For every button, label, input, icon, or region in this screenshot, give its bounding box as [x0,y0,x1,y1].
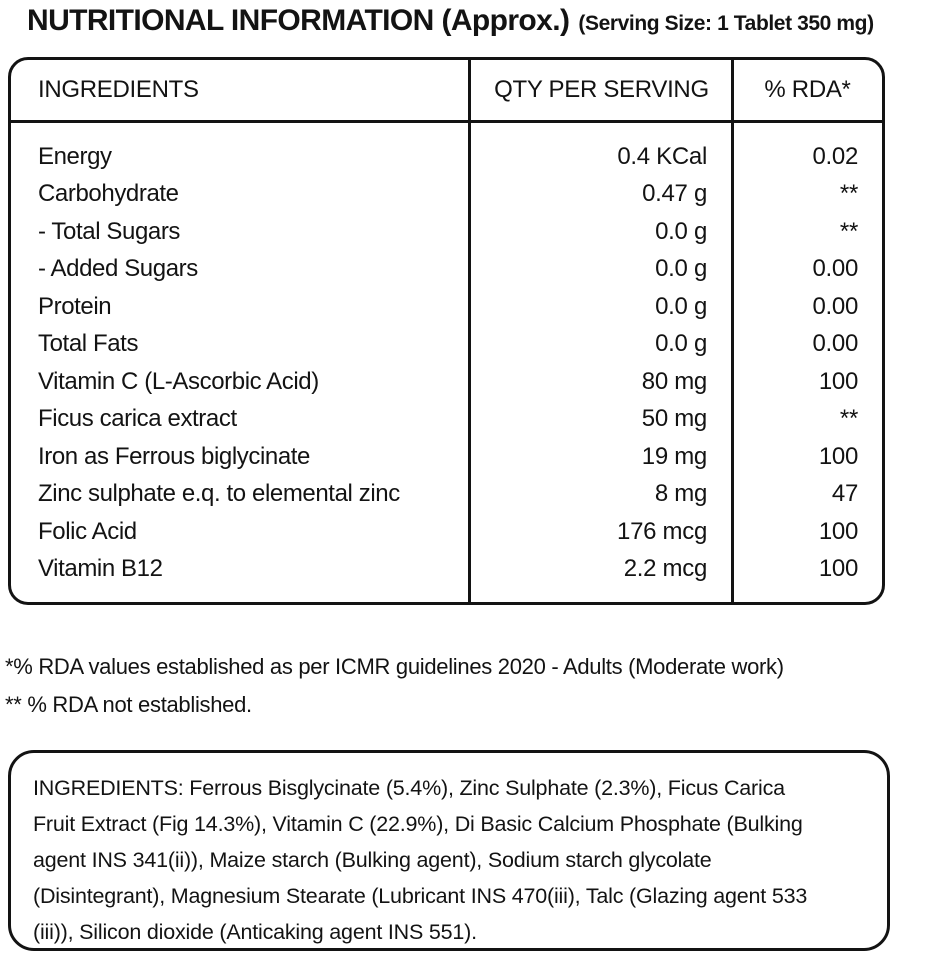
ingredient-qty: 0.0 g [655,330,707,358]
footnote-rda-not-established: ** % RDA not established. [5,692,252,717]
ingredient-name: Folic Acid [38,517,137,545]
ingredient-qty: 0.4 KCal [617,142,707,170]
table-row [11,213,882,251]
footnote-rda-established: *% RDA values established as per ICMR guidelines 2020 - Adults (Moderate work) [5,654,784,679]
ingredient-rda: 100 [818,555,858,583]
page-title: NUTRITIONAL INFORMATION (Approx.) [27,4,570,37]
ingredient-rda: 0.02 [812,142,858,170]
header-percent-rda: % RDA* [764,76,851,103]
table-row [11,438,882,476]
ingredient-rda: 0.00 [812,255,858,283]
table-body [11,123,882,588]
nutrition-table [8,57,885,605]
table-row [11,251,882,289]
table-row [11,326,882,364]
ingredient-name: Vitamin C (L-Ascorbic Acid) [38,367,319,395]
ingredient-qty: 50 mg [641,405,707,433]
column-divider-1 [468,60,471,602]
header-qty-per-serving: QTY PER SERVING [494,76,709,103]
table-header-row [11,60,882,123]
ingredient-rda: 0.00 [812,292,858,320]
ingredient-name: Vitamin B12 [38,555,163,583]
ingredient-name: Ficus carica extract [38,405,237,433]
ingredients-text: INGREDIENTS: Ferrous Bisglycinate (5.4%), Zinc Sulphate (2.3%), Ficus Carica Fruit Extract (Fig 14.3%), Vitamin C (22.9%), Di Basic Calcium Phosphate (Bulking agent INS 341(ii)), Maize starch (Bulking agent), Sodium starch glycolate (Disintegrant), Magnesium Stearate (Lubricant INS 470(iii), Talc (Glazing agent 533 (iii)), Silicon dioxide (Anticaking agent INS 551). [33,776,808,944]
table-row [11,513,882,551]
ingredient-qty: 80 mg [641,367,707,395]
serving-size-label: (Serving Size: 1 Tablet 350 mg) [578,12,874,35]
ingredients-box [8,750,890,951]
ingredient-qty: 0.0 g [655,217,707,245]
page-title-row [27,0,922,45]
ingredient-qty: 0.0 g [655,292,707,320]
ingredient-qty: 0.47 g [642,180,707,208]
ingredient-rda: ** [839,180,858,208]
ingredient-name: - Total Sugars [38,217,181,245]
column-divider-2 [731,60,734,602]
table-row [11,401,882,439]
table-row [11,551,882,589]
table-row [11,138,882,176]
ingredient-name: Carbohydrate [38,180,179,208]
table-row [11,176,882,214]
ingredient-rda: ** [839,217,858,245]
ingredient-name: Energy [38,142,112,170]
ingredient-qty: 8 mg [654,480,707,508]
ingredient-rda: 100 [818,367,858,395]
ingredient-qty: 176 mcg [617,517,707,545]
ingredient-rda: ** [839,405,858,433]
header-ingredients: INGREDIENTS [38,76,199,103]
ingredient-rda: 100 [818,442,858,470]
ingredient-name: Total Fats [38,330,139,358]
table-row [11,288,882,326]
ingredient-rda: 0.00 [812,330,858,358]
footnotes [5,648,784,724]
ingredient-qty: 0.0 g [655,255,707,283]
ingredient-rda: 100 [818,517,858,545]
ingredient-qty: 2.2 mcg [623,555,707,583]
ingredient-name: Protein [38,292,112,320]
ingredient-name: Zinc sulphate e.q. to elemental zinc [38,480,400,508]
table-row [11,476,882,514]
table-row [11,363,882,401]
ingredient-name: - Added Sugars [38,255,198,283]
ingredient-qty: 19 mg [641,442,707,470]
ingredient-name: Iron as Ferrous biglycinate [38,442,310,470]
ingredient-rda: 47 [831,480,858,508]
